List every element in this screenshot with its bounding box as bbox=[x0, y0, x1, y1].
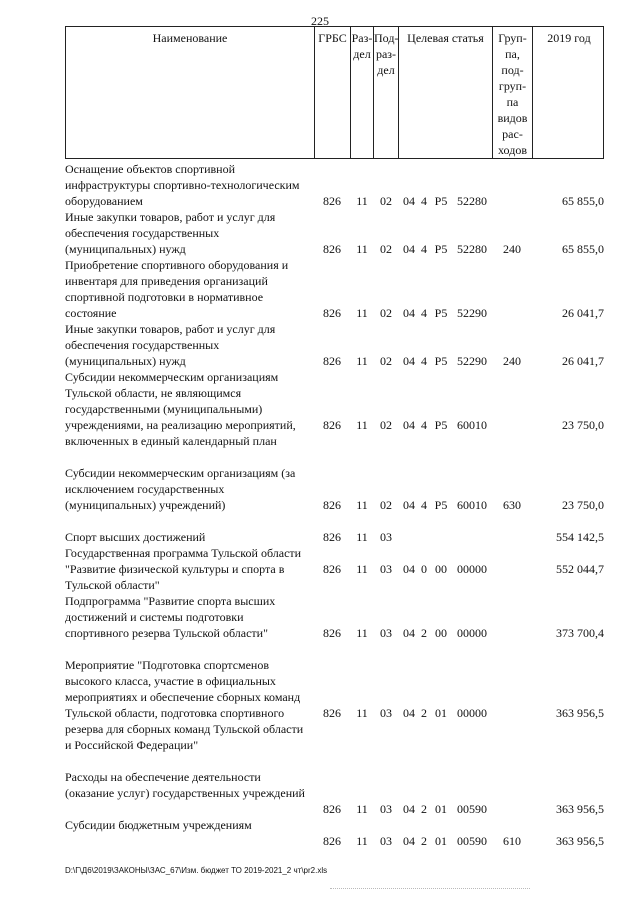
amount-cell: 363 956,5 bbox=[556, 834, 604, 848]
target-subprogram-cell: 2 bbox=[421, 706, 427, 720]
target-subprogram-cell: 2 bbox=[421, 626, 427, 640]
row-name: Субсидии некоммерческим организациям (за исключением государственных (муниципальных) учреждений) bbox=[65, 466, 296, 512]
table-row bbox=[65, 593, 604, 641]
razdel-cell: 11 bbox=[356, 802, 368, 816]
table-row bbox=[65, 545, 604, 593]
podrazdel-cell: 02 bbox=[380, 418, 392, 432]
row-name: Субсидии бюджетным учреждениям bbox=[65, 818, 252, 832]
razdel-cell: 11 bbox=[356, 354, 368, 368]
razdel-cell: 11 bbox=[356, 834, 368, 848]
header-podrazdel: Под- раз- дел bbox=[374, 27, 399, 158]
amount-cell: 373 700,4 bbox=[556, 626, 604, 640]
grbs-cell: 826 bbox=[323, 706, 341, 720]
row-name: Иные закупки товаров, работ и услуг для обеспечения государственных (муниципальных) нужд bbox=[65, 322, 276, 368]
target-subprogram-cell: 4 bbox=[421, 498, 427, 512]
target-direction-cell: 00590 bbox=[457, 834, 487, 848]
amount-cell: 363 956,5 bbox=[556, 706, 604, 720]
target-event-cell: P5 bbox=[434, 242, 448, 256]
target-program-cell: 04 bbox=[403, 242, 415, 256]
target-program-cell: 04 bbox=[403, 498, 415, 512]
grbs-cell: 826 bbox=[323, 834, 341, 848]
header-group: Груп- па, под- груп- па видов рас- ходов bbox=[493, 27, 533, 158]
target-event-cell: 01 bbox=[435, 802, 447, 816]
razdel-cell: 11 bbox=[356, 530, 368, 544]
grbs-cell: 826 bbox=[323, 242, 341, 256]
razdel-cell: 11 bbox=[356, 706, 368, 720]
target-subprogram-cell: 4 bbox=[421, 242, 427, 256]
target-event-cell: P5 bbox=[434, 194, 448, 208]
target-direction-cell: 00000 bbox=[457, 706, 487, 720]
target-direction-cell: 52290 bbox=[457, 354, 487, 368]
grbs-cell: 826 bbox=[323, 498, 341, 512]
expense-type-cell: 610 bbox=[503, 834, 521, 848]
razdel-cell: 11 bbox=[356, 242, 368, 256]
grbs-cell: 826 bbox=[323, 306, 341, 320]
amount-cell: 363 956,5 bbox=[556, 802, 604, 816]
amount-cell: 23 750,0 bbox=[562, 418, 604, 432]
target-subprogram-cell: 0 bbox=[421, 562, 427, 576]
scan-artifact bbox=[330, 880, 530, 889]
target-direction-cell: 00590 bbox=[457, 802, 487, 816]
amount-cell: 552 044,7 bbox=[556, 562, 604, 576]
razdel-cell: 11 bbox=[356, 498, 368, 512]
table-row bbox=[65, 369, 604, 465]
target-subprogram-cell: 4 bbox=[421, 354, 427, 368]
header-razdel: Раз- дел bbox=[351, 27, 374, 158]
target-direction-cell: 00000 bbox=[457, 562, 487, 576]
podrazdel-cell: 03 bbox=[380, 562, 392, 576]
podrazdel-cell: 03 bbox=[380, 530, 392, 544]
amount-cell: 554 142,5 bbox=[556, 530, 604, 544]
row-name: Государственная программа Тульской области "Развитие физической культуры и спорта в Тульской области" bbox=[65, 546, 302, 592]
table-row bbox=[65, 769, 604, 817]
podrazdel-cell: 02 bbox=[380, 242, 392, 256]
target-event-cell: P5 bbox=[434, 354, 448, 368]
amount-cell: 65 855,0 bbox=[562, 242, 604, 256]
target-event-cell: 00 bbox=[435, 626, 447, 640]
row-name: Иные закупки товаров, работ и услуг для обеспечения государственных (муниципальных) нужд bbox=[65, 210, 276, 256]
target-program-cell: 04 bbox=[403, 834, 415, 848]
target-event-cell: P5 bbox=[434, 306, 448, 320]
razdel-cell: 11 bbox=[356, 418, 368, 432]
target-subprogram-cell: 4 bbox=[421, 306, 427, 320]
expense-type-cell: 240 bbox=[503, 242, 521, 256]
table-row bbox=[65, 657, 604, 769]
razdel-cell: 11 bbox=[356, 194, 368, 208]
row-name: Подпрограмма "Развитие спорта высших достижений и системы подготовки спортивного резерва Тульской области" bbox=[65, 594, 276, 640]
podrazdel-cell: 02 bbox=[380, 306, 392, 320]
table-row bbox=[65, 817, 604, 849]
grbs-cell: 826 bbox=[323, 530, 341, 544]
grbs-cell: 826 bbox=[323, 354, 341, 368]
target-direction-cell: 60010 bbox=[457, 418, 487, 432]
row-name: Расходы на обеспечение деятельности (оказание услуг) государственных учреждений bbox=[65, 770, 305, 800]
target-program-cell: 04 bbox=[403, 306, 415, 320]
target-direction-cell: 52280 bbox=[457, 194, 487, 208]
file-path: D:\Г\Д6\2019\ЗАКОНЫ\ЗАС_67\Изм. бюджет ТО 2019-2021_2 чт\pr2.xls bbox=[65, 866, 328, 875]
header-grbs: ГРБС bbox=[315, 27, 351, 158]
header-name: Наименование bbox=[66, 27, 315, 158]
target-program-cell: 04 bbox=[403, 802, 415, 816]
table-row bbox=[65, 257, 604, 321]
row-name: Приобретение спортивного оборудования и инвентаря для приведения организаций спортивной подготовки в нормативное состояние bbox=[65, 258, 289, 320]
target-subprogram-cell: 4 bbox=[421, 194, 427, 208]
grbs-cell: 826 bbox=[323, 194, 341, 208]
target-event-cell: P5 bbox=[434, 418, 448, 432]
target-direction-cell: 52290 bbox=[457, 306, 487, 320]
table-row bbox=[65, 161, 604, 209]
amount-cell: 65 855,0 bbox=[562, 194, 604, 208]
table-header bbox=[65, 26, 604, 159]
header-target: Целевая статья bbox=[399, 27, 493, 158]
target-program-cell: 04 bbox=[403, 194, 415, 208]
target-event-cell: 01 bbox=[435, 706, 447, 720]
podrazdel-cell: 03 bbox=[380, 706, 392, 720]
target-program-cell: 04 bbox=[403, 418, 415, 432]
expense-type-cell: 630 bbox=[503, 498, 521, 512]
expense-type-cell: 240 bbox=[503, 354, 521, 368]
podrazdel-cell: 02 bbox=[380, 194, 392, 208]
amount-cell: 26 041,7 bbox=[562, 354, 604, 368]
target-event-cell: 00 bbox=[435, 562, 447, 576]
target-program-cell: 04 bbox=[403, 706, 415, 720]
podrazdel-cell: 02 bbox=[380, 354, 392, 368]
table-row bbox=[65, 465, 604, 513]
row-name: Мероприятие "Подготовка спортсменов высокого класса, участие в официальных мероприятиях и обеспечение сборных команд Тульской области, подготовка спортивного резерва для сборных команд Тульской области и Российской Федерации" bbox=[65, 658, 304, 752]
page-number: 225 bbox=[311, 14, 329, 28]
podrazdel-cell: 03 bbox=[380, 626, 392, 640]
amount-cell: 23 750,0 bbox=[562, 498, 604, 512]
target-program-cell: 04 bbox=[403, 562, 415, 576]
amount-cell: 26 041,7 bbox=[562, 306, 604, 320]
row-name: Субсидии некоммерческим организациям Тульской области, не являющимся государственными (муниципальными) учреждениями, на реализацию мероприятий, включенных в единый календарный план bbox=[65, 370, 296, 448]
podrazdel-cell: 02 bbox=[380, 498, 392, 512]
table-row bbox=[65, 321, 604, 369]
grbs-cell: 826 bbox=[323, 802, 341, 816]
target-direction-cell: 00000 bbox=[457, 626, 487, 640]
grbs-cell: 826 bbox=[323, 562, 341, 576]
grbs-cell: 826 bbox=[323, 418, 341, 432]
table-row bbox=[65, 209, 604, 257]
target-event-cell: 01 bbox=[435, 834, 447, 848]
target-direction-cell: 60010 bbox=[457, 498, 487, 512]
razdel-cell: 11 bbox=[356, 306, 368, 320]
podrazdel-cell: 03 bbox=[380, 802, 392, 816]
row-name: Спорт высших достижений bbox=[65, 530, 206, 544]
header-year: 2019 год bbox=[547, 31, 591, 45]
target-event-cell: P5 bbox=[434, 498, 448, 512]
target-subprogram-cell: 4 bbox=[421, 418, 427, 432]
target-subprogram-cell: 2 bbox=[421, 834, 427, 848]
row-name: Оснащение объектов спортивной инфраструктуры спортивно-технологическим оборудованием bbox=[65, 162, 300, 208]
razdel-cell: 11 bbox=[356, 626, 368, 640]
podrazdel-cell: 03 bbox=[380, 834, 392, 848]
target-subprogram-cell: 2 bbox=[421, 802, 427, 816]
target-program-cell: 04 bbox=[403, 626, 415, 640]
table-row bbox=[65, 529, 604, 545]
target-program-cell: 04 bbox=[403, 354, 415, 368]
target-direction-cell: 52280 bbox=[457, 242, 487, 256]
razdel-cell: 11 bbox=[356, 562, 368, 576]
grbs-cell: 826 bbox=[323, 626, 341, 640]
